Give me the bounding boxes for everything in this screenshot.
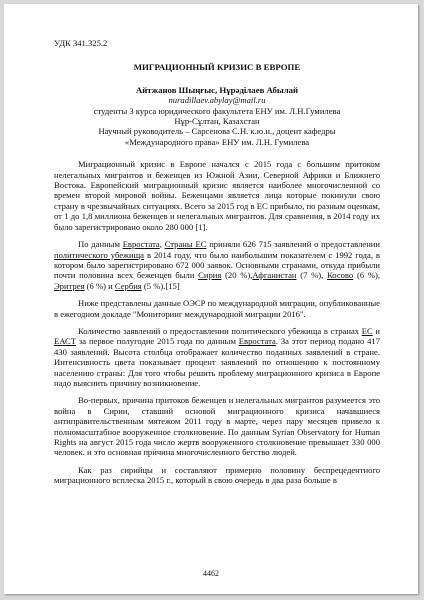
udk-code: УДК 341.325.2 <box>54 38 108 48</box>
link-political-asylum[interactable]: политического убежища <box>54 249 145 260</box>
text-run: в 2014 году, что было наибольшим показателем с 1992 года, в котором было зарегистрировано 672 000 заявок. Основными странами, откуда прибыли почти половина всех беженцев были <box>54 249 380 281</box>
paragraph-intro: Миграционный кризис в Европе начался с 2015 года с большим притоком нелегальных мигрантов и беженцев из Южной Азии, Северной Африки и Ближнего Востока. Европейский миграционный кризис является наиболее многочисленной со времен второй мировой войны. Беженцами является лица которые покинули свою страну в чрезвычайных ситуациях. Всего за 2015 год в ЕС прибыло, по разным оценкам, от 1 до 1,8 миллиона беженцев и нелегальных мигрантов. Для сравнения, в 2014 году их было зарегистрировано около 280 000 [1]. <box>54 159 380 232</box>
text-run: (5 %).[15] <box>141 280 180 291</box>
supervisor-department: «Международного права» ЕНУ им. Л.Н. Гумилева <box>124 136 310 147</box>
paragraph-syrians: Как раз сирийцы и составляют примерно половину беспрецедентного миграционного всплеска 2015 г., который в свою очередь в два раза больше в <box>54 464 380 486</box>
paragraph-applications <box>54 326 380 388</box>
link-eu[interactable]: ЕС <box>361 325 373 336</box>
text-run: за первое полугодие 2015 года по данным <box>76 336 239 347</box>
link-efta[interactable]: ЕАСТ <box>54 336 77 347</box>
text-run: приняли 626 715 заявлений о предоставлении <box>206 239 380 250</box>
text-run: По данным <box>78 239 123 250</box>
paragraph-syria-war: Во-первых, причина притоков беженцев и нелегальных мигрантов разумеется это война в Сирии, ставший основой миграционного кризиса начавшиеся антиправительственным мятежом 2011 году в марте, через пару месяцев привело к полномасштабное вооруженное столкновение. По данным Syrian Observatory for Human Rights на август 2015 года число жертв вооруженного столкновение превышает 330 000 человек. и это основная причина многочисленного бегство людей. <box>54 395 380 458</box>
text-run: (6 %) и <box>84 280 115 291</box>
author-city: Нұр-Сұлтан, Казахстан <box>174 116 260 127</box>
link-eritrea[interactable]: Эритрея <box>54 280 85 291</box>
link-serbia[interactable]: Сербия <box>114 280 142 291</box>
text-run: Количество заявлений о предоставлении политического убежища в странах <box>78 325 362 336</box>
article-authors: Айтжанов Шыңғыс, Нұрәділаев Абылай <box>135 84 299 95</box>
link-eurostat-2[interactable]: Евростата <box>238 336 276 347</box>
link-afghanistan[interactable]: Афганистан <box>252 270 297 281</box>
document-page <box>4 4 418 594</box>
text-run: (6 %), <box>353 270 381 281</box>
paragraph-oecd: Ниже представлены данные ОЭСР по международной миграции, опубликованные в ежегодном докладе "Мониторинг международной миграции 2016". <box>54 298 380 319</box>
article-content <box>54 38 380 486</box>
link-kosovo[interactable]: Косово <box>327 270 354 281</box>
link-eurostat[interactable]: Евростата <box>122 239 160 250</box>
text-run: . За этот период подано 417 430 заявлений. Высота столбца отображает количество поданных заявлений в стране. Интенсивность цвета показывает процент заявлений по отношению к постоянному населению страны: Для того чтобы решить проблему миграционного кризиса в Европе надо выяснить причину возникновение. <box>54 336 381 388</box>
page-number: 4462 <box>203 569 219 578</box>
supervisor-line: Научный руководитель – Сарсенова С.Н. к.ю.н., доцент кафедры <box>98 126 336 137</box>
author-affiliation: студенты 3 курса юридического факультета ЕНУ им. Л.Н.Гумилева <box>93 105 341 116</box>
link-syria[interactable]: Сирия <box>198 270 222 281</box>
author-email[interactable]: nuradillaev.abylay@mail.ru <box>168 95 266 106</box>
link-eu-countries[interactable]: Страны ЕС <box>164 239 207 250</box>
text-run: , <box>159 239 165 250</box>
text-run: (20 %), <box>221 270 253 281</box>
text-run: (7 %), <box>296 270 327 281</box>
text-run: и <box>372 325 380 336</box>
paragraph-eurostat <box>54 239 380 291</box>
article-title: МИГРАЦИОННЫЙ КРИЗИС В ЕВРОПЕ <box>133 62 301 73</box>
